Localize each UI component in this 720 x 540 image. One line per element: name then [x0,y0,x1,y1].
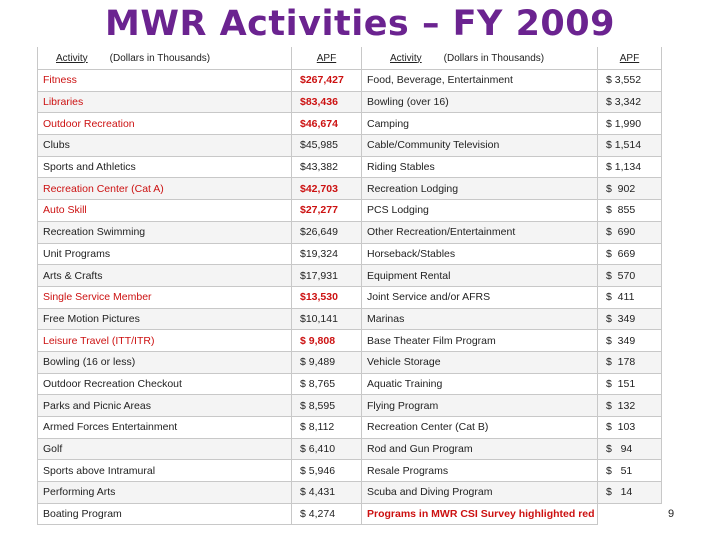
activity-name-left: Boating Program [38,503,292,525]
activity-name-right: Marinas [362,308,598,330]
table-row [38,200,662,222]
apf-value-left: $ 8,765 [292,373,362,395]
activity-name-right: Bowling (over 16) [362,91,598,113]
activity-name-left: Clubs [38,135,292,157]
apf-value-left: $ 5,946 [292,460,362,482]
activity-name-left: Arts & Crafts [38,265,292,287]
activity-name-left: Performing Arts [38,482,292,504]
apf-value-right: $ 855 [598,200,662,222]
table-row [38,70,662,92]
table-row [38,395,662,417]
apf-value-right: $ 902 [598,178,662,200]
activity-name-right: PCS Lodging [362,200,598,222]
apf-value-right: $ 570 [598,265,662,287]
table-header-row [38,47,662,70]
apf-value-left: $45,985 [292,135,362,157]
activity-name-right: Horseback/Stables [362,243,598,265]
header-activity-label: Activity [56,52,88,64]
apf-value-left: $27,277 [292,200,362,222]
activity-name-left: Leisure Travel (ITT/ITR) [38,330,292,352]
header-activity-right [362,47,598,70]
apf-value-right: $ 690 [598,221,662,243]
apf-value-right: $ 349 [598,330,662,352]
header-dollars-label: (Dollars in Thousands) [109,52,211,64]
header-activity-label-right: Activity [390,52,422,64]
slide-title: MWR Activities – FY 2009 [105,4,615,44]
activity-name-right: Joint Service and/or AFRS [362,286,598,308]
header-dollars-label-right: (Dollars in Thousands) [443,52,545,64]
apf-value-right: $ 1,134 [598,156,662,178]
apf-value-right: $ 14 [598,482,662,504]
activity-name-left: Single Service Member [38,286,292,308]
table-row [38,438,662,460]
apf-value-left: $26,649 [292,221,362,243]
apf-value-right: $ 1,514 [598,135,662,157]
activity-name-right: Recreation Center (Cat B) [362,417,598,439]
table-row [38,243,662,265]
activity-name-left: Fitness [38,70,292,92]
apf-value-left: $ 9,489 [292,351,362,373]
activity-name-right: Vehicle Storage [362,351,598,373]
apf-value-left: $ 9,808 [292,330,362,352]
activity-name-left: Auto Skill [38,200,292,222]
table-row [38,351,662,373]
page-number: 9 [668,508,675,520]
activity-name-right: Riding Stables [362,156,598,178]
activity-name-right: Rod and Gun Program [362,438,598,460]
table-row [38,221,662,243]
apf-value-left: $ 8,112 [292,417,362,439]
table-row [38,482,662,504]
table-row [38,330,662,352]
table-row [38,156,662,178]
apf-value-left: $13,530 [292,286,362,308]
activity-name-right: Base Theater Film Program [362,330,598,352]
table-row [38,417,662,439]
table-row [38,460,662,482]
activity-name-left: Golf [38,438,292,460]
table-row [38,91,662,113]
apf-value-right: $ 94 [598,438,662,460]
activity-name-right: Cable/Community Television [362,135,598,157]
activity-name-left: Unit Programs [38,243,292,265]
apf-value-left: $ 4,431 [292,482,362,504]
activity-name-left: Free Motion Pictures [38,308,292,330]
activity-name-right: Other Recreation/Entertainment [362,221,598,243]
activity-name-left: Libraries [38,91,292,113]
apf-value-right: $ 411 [598,286,662,308]
apf-value-right: $ 51 [598,460,662,482]
apf-value-left: $ 6,410 [292,438,362,460]
footnote: Programs in MWR CSI Survey highlighted red [362,503,598,525]
activity-name-right: Recreation Lodging [362,178,598,200]
activity-name-right: Aquatic Training [362,373,598,395]
activity-name-right: Equipment Rental [362,265,598,287]
activity-name-left: Sports above Intramural [38,460,292,482]
apf-value-left: $ 8,595 [292,395,362,417]
activity-name-left: Recreation Swimming [38,221,292,243]
header-apf-left: APF [292,47,362,70]
activity-name-right: Food, Beverage, Entertainment [362,70,598,92]
apf-value-left: $17,931 [292,265,362,287]
table-row [38,113,662,135]
apf-value-right: $ 3,552 [598,70,662,92]
activity-name-left: Armed Forces Entertainment [38,417,292,439]
apf-value-right: $ 1,990 [598,113,662,135]
activities-table [37,47,662,525]
blank-cell [598,503,662,525]
activity-name-left: Bowling (16 or less) [38,351,292,373]
activity-name-right: Scuba and Diving Program [362,482,598,504]
apf-value-right: $ 3,342 [598,91,662,113]
apf-value-left: $267,427 [292,70,362,92]
apf-value-right: $ 151 [598,373,662,395]
apf-value-right: $ 103 [598,417,662,439]
activity-name-left: Parks and Picnic Areas [38,395,292,417]
apf-value-left: $42,703 [292,178,362,200]
apf-value-left: $46,674 [292,113,362,135]
apf-value-left: $ 4,274 [292,503,362,525]
apf-value-right: $ 132 [598,395,662,417]
apf-value-left: $83,436 [292,91,362,113]
apf-value-right: $ 178 [598,351,662,373]
apf-value-right: $ 349 [598,308,662,330]
apf-value-right: $ 669 [598,243,662,265]
table-row [38,308,662,330]
header-activity-left [38,47,292,70]
activity-name-left: Recreation Center (Cat A) [38,178,292,200]
table-row [38,265,662,287]
table-row [38,373,662,395]
table-row [38,135,662,157]
apf-value-left: $10,141 [292,308,362,330]
activity-name-left: Outdoor Recreation [38,113,292,135]
apf-value-left: $19,324 [292,243,362,265]
activity-name-right: Resale Programs [362,460,598,482]
apf-value-left: $43,382 [292,156,362,178]
activity-name-left: Outdoor Recreation Checkout [38,373,292,395]
table-row [38,286,662,308]
activity-name-right: Flying Program [362,395,598,417]
table-row [38,178,662,200]
activity-name-right: Camping [362,113,598,135]
activity-name-left: Sports and Athletics [38,156,292,178]
table-row [38,503,662,525]
header-apf-right: APF [598,47,662,70]
